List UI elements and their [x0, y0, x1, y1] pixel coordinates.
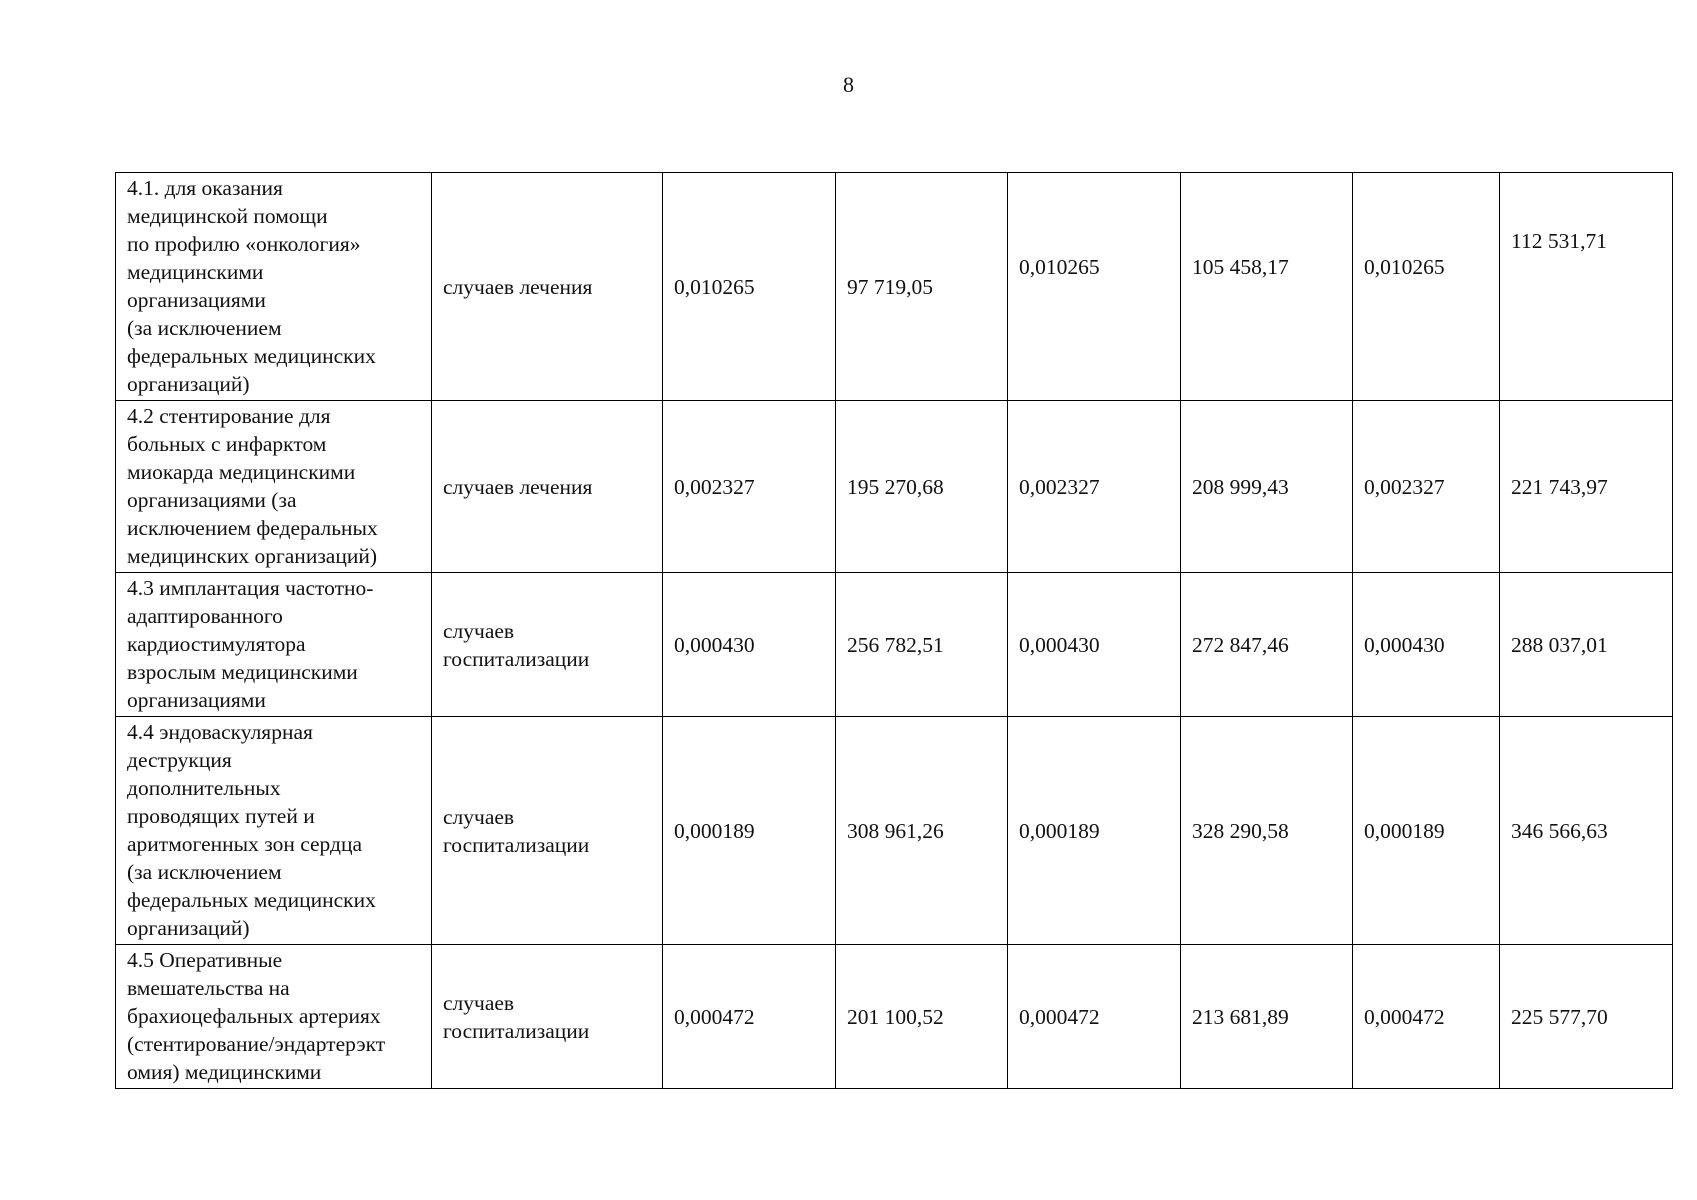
table-row	[116, 173, 1673, 401]
value-cell: 0,000189	[1353, 717, 1500, 945]
value-cell: 0,000472	[1353, 945, 1500, 1089]
value-cell: 195 270,68	[836, 401, 1008, 573]
unit-cell	[432, 173, 663, 401]
row-description: 4.2 стентирование для больных с инфарктом миокарда медицинскими организациями (за исключением федеральных медицинских организаций)	[127, 404, 378, 568]
value-cell: 0,000189	[663, 717, 836, 945]
unit-label: случаев госпитализации	[443, 990, 590, 1043]
row-description-cell	[116, 717, 432, 945]
value-cell: 256 782,51	[836, 573, 1008, 717]
row-description: 4.5 Оперативные вмешательства на брахиоцефальных артериях (стентирование/эндартерэкт омия) медицинскими	[127, 948, 386, 1084]
value-cell: 112 531,71	[1500, 173, 1673, 401]
value-cell: 0,002327	[1008, 401, 1181, 573]
value-cell: 0,010265	[1353, 173, 1500, 401]
unit-label: случаев госпитализации	[443, 804, 590, 857]
row-description: 4.1. для оказания медицинской помощи по профилю «онкология» медицинскими организациями (за исключением федеральных медицинских организаций)	[127, 176, 376, 396]
value-cell: 0,010265	[1008, 173, 1181, 401]
row-description-cell	[116, 173, 432, 401]
unit-label: случаев лечения	[443, 274, 593, 299]
unit-cell	[432, 945, 663, 1089]
value-cell: 308 961,26	[836, 717, 1008, 945]
value-cell: 0,000430	[1008, 573, 1181, 717]
table-row	[116, 401, 1673, 573]
unit-cell	[432, 717, 663, 945]
value-cell: 272 847,46	[1181, 573, 1353, 717]
value-cell: 97 719,05	[836, 173, 1008, 401]
value-cell: 0,000189	[1008, 717, 1181, 945]
value-cell: 0,000430	[663, 573, 836, 717]
value-cell: 208 999,43	[1181, 401, 1353, 573]
value-cell: 0,000472	[663, 945, 836, 1089]
value-cell: 0,002327	[1353, 401, 1500, 573]
row-description-cell	[116, 573, 432, 717]
value-cell: 0,000472	[1008, 945, 1181, 1089]
value-cell: 0,000430	[1353, 573, 1500, 717]
value-cell: 201 100,52	[836, 945, 1008, 1089]
value-cell: 213 681,89	[1181, 945, 1353, 1089]
value-cell: 288 037,01	[1500, 573, 1673, 717]
unit-label: случаев госпитализации	[443, 618, 590, 671]
data-table	[115, 172, 1673, 1089]
unit-cell	[432, 573, 663, 717]
unit-label: случаев лечения	[443, 474, 593, 499]
page-number: 8	[843, 72, 854, 97]
value-cell: 225 577,70	[1500, 945, 1673, 1089]
row-description: 4.4 эндоваскулярная деструкция дополнительных проводящих путей и аритмогенных зон сердца (за исключением федеральных медицинских организаций)	[127, 720, 376, 940]
value-cell: 221 743,97	[1500, 401, 1673, 573]
row-description-cell	[116, 401, 432, 573]
value-cell: 328 290,58	[1181, 717, 1353, 945]
unit-cell	[432, 401, 663, 573]
row-description: 4.3 имплантация частотно- адаптированного кардиостимулятора взрослым медицинскими организациями	[127, 576, 374, 712]
table-row	[116, 573, 1673, 717]
table-row	[116, 717, 1673, 945]
value-cell: 346 566,63	[1500, 717, 1673, 945]
table-row	[116, 945, 1673, 1089]
value-cell: 0,010265	[663, 173, 836, 401]
row-description-cell	[116, 945, 432, 1089]
value-cell: 0,002327	[663, 401, 836, 573]
value-cell: 105 458,17	[1181, 173, 1353, 401]
